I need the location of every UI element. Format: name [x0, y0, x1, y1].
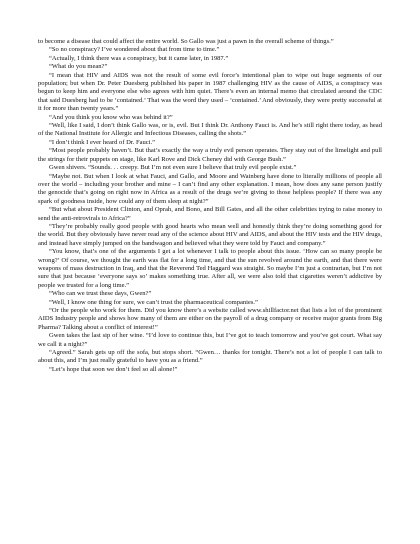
paragraph: “Or the people who work for them. Did you know there’s a website called www.shillfactor.net that lists a lot of the prominent AIDS Industry people and shows how many of them are either on the payroll of a drug company or receive major grants from Big Pharma? Talking about a conflict of interest!”	[38, 307, 382, 331]
paragraph: “Well, like I said, I don’t think Gallo was, or is, evil. But I think Dr. Anthony Fauci is. And he’s still right there today, as head of the National Institute for Allergic and Infectious Diseases, calling the shots.”	[38, 122, 382, 138]
paragraph: “But what about President Clinton, and Oprah, and Bono, and Bill Gates, and all the other celebrities trying to raise money to send the anti-retrovirals to Africa?”	[38, 206, 382, 222]
paragraph: “Let’s hope that soon we don’t feel so all alone!”	[49, 365, 178, 373]
paragraph: “You know, that’s one of the arguments I get a lot whenever I talk to people about this issue. ‘How can so many people be wrong?’ Of course, we thought the earth was flat for a long time, and that the sun revolved around the earth, and that there were weapons of mass destruction in Iraq, and that the Reverend Ted Haggard was straight. So maybe I’m just a contrarian, but I’m not sure that just because ‘everyone says so’ makes something true. After all, we were also told that cigarettes weren’t addictive by people we trusted for a long time.”	[38, 248, 382, 289]
paragraph: “So no conspiracy? I’ve wondered about that from time to time.”	[49, 46, 220, 54]
paragraph: “Agreed.” Sarah gets up off the sofa, but stops short. “Gwen… thanks for tonight. There’s not a lot of people I can talk to about this, and I’m just really grateful to have you as a friend.”	[38, 349, 382, 365]
paragraph: “Who can we trust these days, Gwen?”	[49, 290, 152, 298]
paragraph: “Well, I know one thing for sure, we can’t trust the pharmaceutical companies.”	[49, 298, 258, 306]
paragraph: “I don’t think I ever heard of Dr. Fauci.”	[49, 138, 156, 146]
paragraph: Gwen takes the last sip of her wine. “I’d love to continue this, but I’ve got to teach tomorrow and you’ve got court. What say we call it a night?”	[38, 332, 382, 348]
book-page	[38, 38, 382, 374]
paragraph: “Most people probably haven’t. But that’s exactly the way a truly evil person operates. They stay out of the limelight and pull the strings for their puppets on stage, like Karl Rove and Dick Cheney did with George Bush.”	[38, 147, 382, 163]
paragraph: to become a disease that could affect the entire world. So Gallo was just a pawn in the overall scheme of things.”	[38, 38, 334, 45]
paragraph: “They’re probably really good people with good hearts who mean well and honestly think they’re doing something good for the world. But they obviously have never read any of the science about HIV and AIDS, and about the HIV tests and the HIV drugs, and instead have simply jumped on the bandwagon and believed what they were told by Fauci and company.”	[38, 222, 382, 247]
paragraph: “Maybe not. But when I look at what Fauci, and Gallo, and Moore and Wainberg have done to literally millions of people all over the world – including your brother and mine – I can’t find any other explanation. I mean, how does any sane person justify the genocide that’s going on right now in Africa as a result of the drugs we’re giving to those helpless people? If there was any spark of goodness inside, how could any of them sleep at night?”	[38, 172, 382, 205]
paragraph: “What do you mean?”	[49, 63, 108, 71]
paragraph: “Actually, I think there was a conspiracy, but it came later, in 1987.”	[49, 54, 229, 62]
paragraph: “I mean that HIV and AIDS was not the result of some evil force’s intentional plan to wipe out huge segments of our population; but when Dr. Peter Duesberg published his paper in 1987 challenging HIV as the cause of AIDS, a conspiracy was begun to keep him and everyone else who agrees with him quiet. There’s even an internal memo that circulated around the CDC that said Duesberg had to be ‘contained.’ That was the word they used – ‘contained.’ And obviously, they were pretty successful at it for more than twenty years.”	[38, 71, 382, 113]
paragraph: “And you think you know who was behind it?”	[49, 113, 173, 121]
paragraph: Gwen shivers. “Sounds. . . creepy. But I’m not even sure I believe that truly evil people exist.”	[49, 164, 297, 172]
